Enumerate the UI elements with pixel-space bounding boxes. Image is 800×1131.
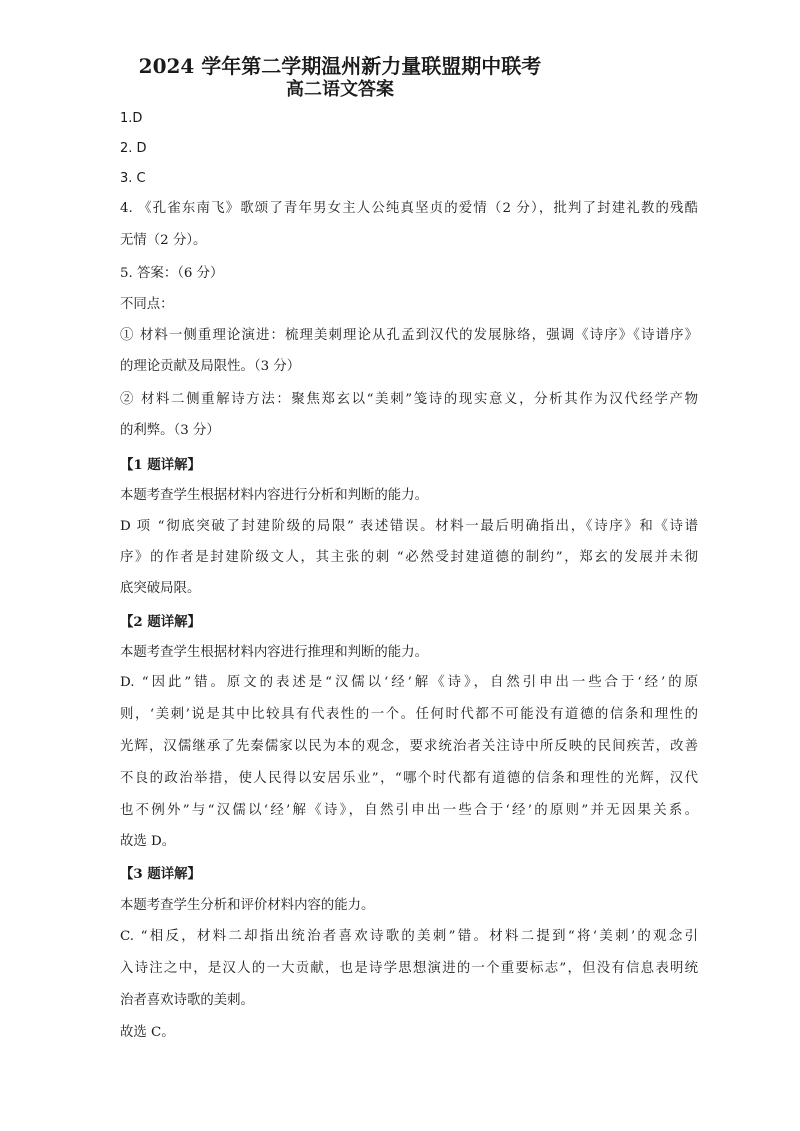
explain-2-line-1: D. “因此”错。原文的表述是“汉儒以‘经’解《诗》，自然引申出一些合于‘经’的原: [120, 675, 698, 690]
answer-1: 1.D: [120, 111, 143, 126]
answer-3: 3. C: [120, 171, 146, 186]
answer-5-differences: 不同点：: [120, 297, 174, 312]
explain-3-intro: 本题考查学生分析和评价材料内容的能力。: [120, 898, 375, 913]
explain-1-line-3: 底突破局限。: [120, 581, 201, 596]
answer-5-heading: 5. 答案：（6 分）: [120, 266, 224, 281]
explain-3-line-3: 治者喜欢诗歌的美刺。: [120, 993, 254, 1008]
explain-3-line-2: 入诗注之中，是汉人的一大贡献，也是诗学思想演进的一个重要标志”，但没有信息表明统: [120, 961, 698, 976]
explain-2-intro: 本题考查学生根据材料内容进行推理和判断的能力。: [120, 645, 428, 660]
page-title: 2024 学年第二学期温州新力量联盟期中联考: [138, 54, 542, 78]
explain-1-intro: 本题考查学生根据材料内容进行分析和判断的能力。: [120, 488, 428, 503]
answer-5-point-1-line-2: 的理论贡献及局限性。（3 分）: [120, 359, 301, 374]
explain-2-line-5: 也不例外”与“汉儒以‘经’解《诗》，自然引申出一些合于‘经’的原则”并无因果关系。: [120, 803, 698, 818]
explain-2-line-4: 不良的政治举措，使人民得以安居乐业”，“哪个时代都有道德的信条和理性的光辉，汉代: [120, 771, 698, 786]
answer-4-line-2: 无情（2 分）。: [120, 233, 207, 248]
explain-3-conclusion: 故选 C。: [120, 1025, 175, 1040]
answer-2: 2. D: [120, 141, 147, 156]
explain-1-line-1: D 项 “彻底突破了封建阶级的局限” 表述错误。材料一最后明确指出，《诗序》和《诗谱: [120, 519, 698, 534]
answer-4-line-1: 4. 《孔雀东南飞》歌颂了青年男女主人公纯真坚贞的爱情（2 分），批判了封建礼教的残酷: [120, 201, 698, 216]
explain-2-line-2: 则，‘美刺’说是其中比较具有代表性的一个。任何时代都不可能没有道德的信条和理性的: [120, 707, 698, 722]
answer-5-point-1-line-1: ① 材料一侧重理论演进：梳理美刺理论从孔孟到汉代的发展脉络，强调《诗序》《诗谱序》: [120, 328, 698, 343]
explain-2-conclusion: 故选 D。: [120, 834, 176, 849]
answer-5-point-2-line-1: ② 材料二侧重解诗方法：聚焦郑玄以“美刺”笺诗的现实意义，分析其作为汉代经学产物: [120, 392, 698, 407]
explain-3-line-1: C. “相反，材料二却指出统治者喜欢诗歌的美刺”错。材料二提到“将‘美刺’的观念引: [120, 929, 698, 944]
explain-3-heading: 【3 题详解】: [120, 866, 201, 882]
explain-2-heading: 【2 题详解】: [120, 614, 201, 630]
page-subtitle: 高二语文答案: [286, 79, 394, 100]
explain-1-heading: 【1 题详解】: [120, 457, 201, 473]
answer-5-point-2-line-2: 的利弊。（3 分）: [120, 423, 220, 438]
explain-2-line-3: 光辉，汉儒继承了先秦儒家以民为本的观念，要求统治者关注诗中所反映的民间疾苦，改善: [120, 739, 698, 754]
explain-1-line-2: 序》的作者是封建阶级文人，其主张的刺 “必然受封建道德的制约”，郑玄的发展并未彻: [120, 550, 698, 565]
